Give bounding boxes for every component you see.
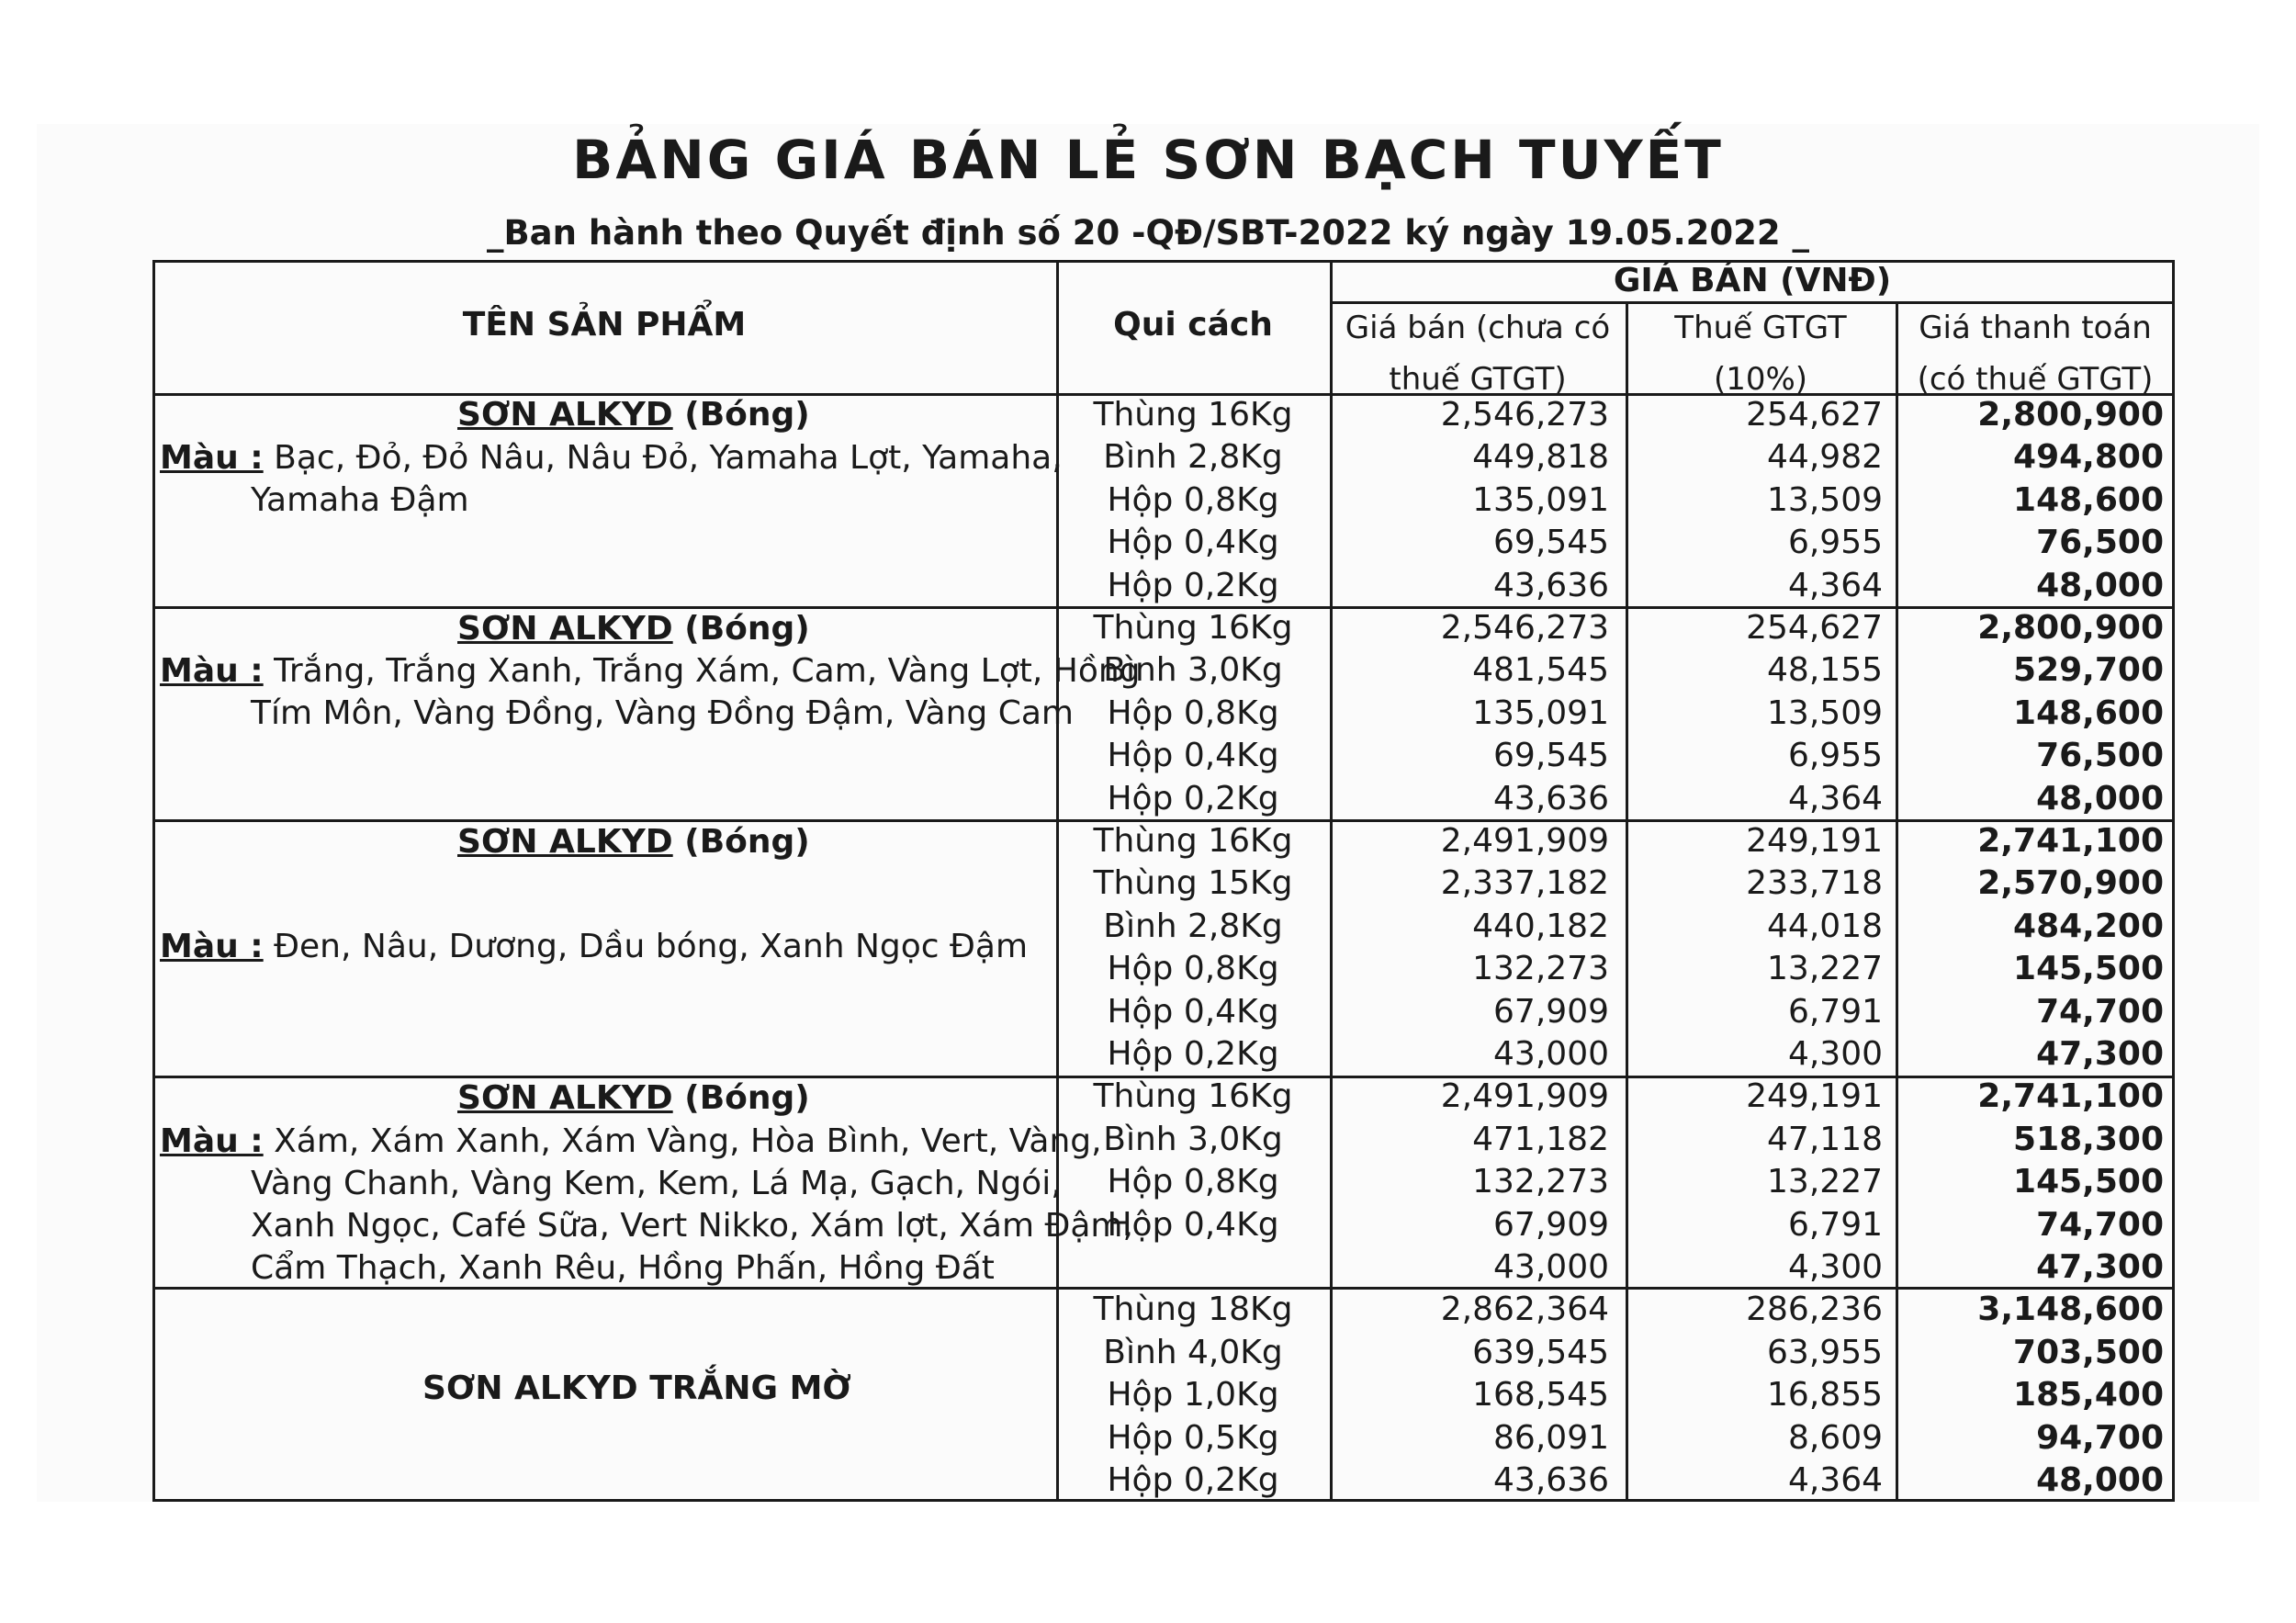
vat-amount: 6,791 — [1787, 1205, 1883, 1244]
header-price-group: GIÁ BÁN (VNĐ) — [1613, 262, 1892, 299]
vat-amount: 13,509 — [1767, 693, 1883, 732]
color-line: Cẩm Thạch, Xanh Rêu, Hồng Phấn, Hồng Đất — [251, 1249, 995, 1287]
price-total: 145,500 — [2013, 1163, 2164, 1201]
product-finish: (Bóng) — [684, 610, 810, 648]
column-divider — [1330, 260, 1333, 1502]
price-ex-vat: 2,491,909 — [1440, 822, 1609, 860]
vat-amount: 6,955 — [1787, 524, 1883, 562]
vat-amount: 254,627 — [1746, 609, 1883, 647]
vat-amount: 13,227 — [1767, 1163, 1883, 1201]
vat-amount: 13,509 — [1767, 480, 1883, 519]
vat-amount: 13,227 — [1767, 950, 1883, 988]
price-ex-vat: 2,546,273 — [1440, 609, 1609, 647]
product-name — [457, 608, 810, 650]
pack-size: Hộp 0,4Kg — [1107, 737, 1279, 775]
page-title: BẢNG GIÁ BÁN LẺ SƠN BẠCH TUYẾT — [572, 129, 1724, 191]
vat-amount: 249,191 — [1746, 822, 1883, 860]
price-ex-vat: 471,182 — [1472, 1120, 1609, 1158]
price-table — [152, 260, 2175, 1502]
pack-size: Thùng 18Kg — [1093, 1291, 1293, 1329]
color-label: Màu : — [160, 439, 264, 477]
price-total: 76,500 — [2036, 737, 2164, 775]
pack-size: Bình 2,8Kg — [1103, 907, 1283, 945]
price-total: 3,148,600 — [1977, 1291, 2164, 1329]
price-total: 2,741,100 — [1977, 822, 2164, 860]
price-total: 47,300 — [2036, 1035, 2164, 1073]
vat-amount: 4,364 — [1787, 566, 1883, 604]
color-list — [160, 650, 1141, 735]
price-total: 47,300 — [2036, 1248, 2164, 1286]
product-name — [457, 821, 810, 863]
pack-size: Bình 3,0Kg — [1103, 651, 1283, 690]
price-ex-vat: 168,545 — [1472, 1376, 1609, 1414]
price-total: 2,800,900 — [1977, 609, 2164, 647]
header-total: Giá thanh toán (có thuế GTGT) — [1917, 310, 2154, 398]
pack-size: Hộp 0,2Kg — [1107, 779, 1279, 817]
column-divider — [1896, 301, 1898, 1502]
price-total: 703,500 — [2013, 1333, 2164, 1371]
product-name-text: SƠN ALKYD — [457, 610, 673, 648]
price-total: 94,700 — [2036, 1418, 2164, 1457]
column-divider — [1626, 301, 1628, 1502]
product-name-text: SƠN ALKYD — [457, 823, 673, 861]
price-ex-vat: 449,818 — [1472, 438, 1609, 477]
color-list — [160, 437, 1063, 522]
vat-amount: 6,955 — [1787, 737, 1883, 775]
page-subtitle: _Ban hành theo Quyết định số 20 -QĐ/SBT-2022 ký ngày 19.05.2022 _ — [486, 213, 1810, 253]
price-ex-vat: 135,091 — [1472, 480, 1609, 519]
price-total: 145,500 — [2013, 950, 2164, 988]
price-ex-vat: 43,636 — [1493, 566, 1609, 604]
pack-size: Hộp 0,4Kg — [1107, 992, 1279, 1031]
price-ex-vat: 132,273 — [1472, 1163, 1609, 1201]
pack-size: Thùng 16Kg — [1093, 609, 1293, 647]
pack-size — [1056, 1246, 1330, 1289]
header-product: TÊN SẢN PHẨM — [462, 306, 747, 344]
vat-amount: 8,609 — [1787, 1418, 1883, 1457]
price-ex-vat: 43,000 — [1493, 1248, 1609, 1286]
product-name — [422, 1368, 851, 1410]
price-total: 2,800,900 — [1977, 396, 2164, 434]
vat-amount: 44,018 — [1767, 907, 1883, 945]
price-total: 48,000 — [2036, 566, 2164, 604]
price-total: 148,600 — [2013, 480, 2164, 519]
pack-size: Hộp 0,8Kg — [1107, 480, 1279, 519]
price-total: 76,500 — [2036, 524, 2164, 562]
vat-amount: 4,300 — [1787, 1248, 1883, 1286]
vat-amount: 233,718 — [1746, 864, 1883, 903]
price-ex-vat: 43,636 — [1493, 1461, 1609, 1499]
price-total: 2,570,900 — [1977, 864, 2164, 903]
price-total: 185,400 — [2013, 1376, 2164, 1414]
vat-amount: 16,855 — [1767, 1376, 1883, 1414]
pack-size: Hộp 0,2Kg — [1107, 1035, 1279, 1073]
pack-size: Hộp 0,2Kg — [1107, 1461, 1279, 1499]
product-name — [457, 1077, 810, 1120]
pack-size: Hộp 0,4Kg — [1107, 524, 1279, 562]
header-price-ex-vat: Giá bán (chưa có thuế GTGT) — [1345, 310, 1611, 398]
product-name-text: SƠN ALKYD — [457, 396, 673, 434]
price-total: 494,800 — [2013, 438, 2164, 477]
color-line: Vàng Chanh, Vàng Kem, Kem, Lá Mạ, Gạch, Ngói, — [251, 1165, 1062, 1202]
color-label: Màu : — [160, 928, 264, 965]
price-ex-vat: 481,545 — [1472, 651, 1609, 690]
color-line: Đen, Nâu, Dương, Dầu bóng, Xanh Ngọc Đậm — [274, 928, 1029, 965]
price-total: 529,700 — [2013, 651, 2164, 690]
price-ex-vat: 2,337,182 — [1440, 864, 1609, 903]
price-ex-vat: 67,909 — [1493, 992, 1609, 1031]
pack-size: Thùng 16Kg — [1093, 822, 1293, 860]
price-total: 48,000 — [2036, 779, 2164, 817]
pack-size: Hộp 1,0Kg — [1107, 1376, 1279, 1414]
color-line: Trắng, Trắng Xanh, Trắng Xám, Cam, Vàng Lợt, Hồng — [274, 652, 1141, 690]
vat-amount: 44,982 — [1767, 438, 1883, 477]
header-vat: Thuế GTGT (10%) — [1674, 310, 1847, 398]
color-line: Xám, Xám Xanh, Xám Vàng, Hòa Bình, Vert, Vàng, — [274, 1122, 1102, 1160]
product-name — [457, 394, 810, 436]
vat-amount: 4,300 — [1787, 1035, 1883, 1073]
pack-size: Bình 4,0Kg — [1103, 1333, 1283, 1371]
color-list — [160, 1121, 1133, 1290]
vat-amount: 249,191 — [1746, 1077, 1883, 1116]
pack-size: Bình 2,8Kg — [1103, 438, 1283, 477]
color-line: Tím Môn, Vàng Đồng, Vàng Đồng Đậm, Vàng Cam — [251, 694, 1074, 732]
pack-size: Hộp 0,8Kg — [1107, 950, 1279, 988]
vat-amount: 63,955 — [1767, 1333, 1883, 1371]
vat-amount: 6,791 — [1787, 992, 1883, 1031]
price-total: 74,700 — [2036, 1205, 2164, 1244]
price-total: 2,741,100 — [1977, 1077, 2164, 1116]
price-ex-vat: 440,182 — [1472, 907, 1609, 945]
price-ex-vat: 69,545 — [1493, 737, 1609, 775]
product-name-text: SƠN ALKYD TRẮNG MỜ — [422, 1369, 851, 1407]
pack-size: Hộp 0,2Kg — [1107, 566, 1279, 604]
price-ex-vat: 2,862,364 — [1440, 1291, 1609, 1329]
price-total: 74,700 — [2036, 992, 2164, 1031]
price-ex-vat: 67,909 — [1493, 1205, 1609, 1244]
pack-size: Thùng 15Kg — [1093, 864, 1293, 903]
price-ex-vat: 132,273 — [1472, 950, 1609, 988]
vat-amount: 254,627 — [1746, 396, 1883, 434]
color-line: Bạc, Đỏ, Đỏ Nâu, Nâu Đỏ, Yamaha Lợt, Yamaha, — [274, 439, 1063, 477]
pack-size: Hộp 0,8Kg — [1107, 693, 1279, 732]
price-total: 148,600 — [2013, 693, 2164, 732]
color-list — [160, 926, 1028, 968]
price-ex-vat: 69,545 — [1493, 524, 1609, 562]
vat-amount: 4,364 — [1787, 779, 1883, 817]
pack-size: Hộp 0,8Kg — [1107, 1163, 1279, 1201]
price-total: 518,300 — [2013, 1120, 2164, 1158]
price-ex-vat: 135,091 — [1472, 693, 1609, 732]
pack-size: Thùng 16Kg — [1093, 1077, 1293, 1116]
price-ex-vat: 43,636 — [1493, 779, 1609, 817]
pack-size: Hộp 0,5Kg — [1107, 1418, 1279, 1457]
price-ex-vat: 639,545 — [1472, 1333, 1609, 1371]
pack-size: Thùng 16Kg — [1093, 396, 1293, 434]
price-total: 484,200 — [2013, 907, 2164, 945]
product-name-text: SƠN ALKYD — [457, 1079, 673, 1117]
color-label: Màu : — [160, 1122, 264, 1160]
product-finish: (Bóng) — [684, 823, 810, 861]
vat-amount: 286,236 — [1746, 1291, 1883, 1329]
color-line: Xanh Ngọc, Café Sữa, Vert Nikko, Xám lợt, Xám Đậm, — [251, 1207, 1133, 1245]
header-spec: Qui cách — [1113, 306, 1273, 344]
pack-size: Hộp 0,4Kg — [1107, 1205, 1279, 1244]
product-finish: (Bóng) — [684, 396, 810, 434]
vat-amount: 47,118 — [1767, 1120, 1883, 1158]
vat-amount: 48,155 — [1767, 651, 1883, 690]
product-finish: (Bóng) — [684, 1079, 810, 1117]
vat-amount: 4,364 — [1787, 1461, 1883, 1499]
price-ex-vat: 2,491,909 — [1440, 1077, 1609, 1116]
price-ex-vat: 2,546,273 — [1440, 396, 1609, 434]
price-ex-vat: 43,000 — [1493, 1035, 1609, 1073]
color-line: Yamaha Đậm — [251, 481, 469, 519]
pack-size: Bình 3,0Kg — [1103, 1120, 1283, 1158]
price-total: 48,000 — [2036, 1461, 2164, 1499]
price-ex-vat: 86,091 — [1493, 1418, 1609, 1457]
color-label: Màu : — [160, 652, 264, 690]
